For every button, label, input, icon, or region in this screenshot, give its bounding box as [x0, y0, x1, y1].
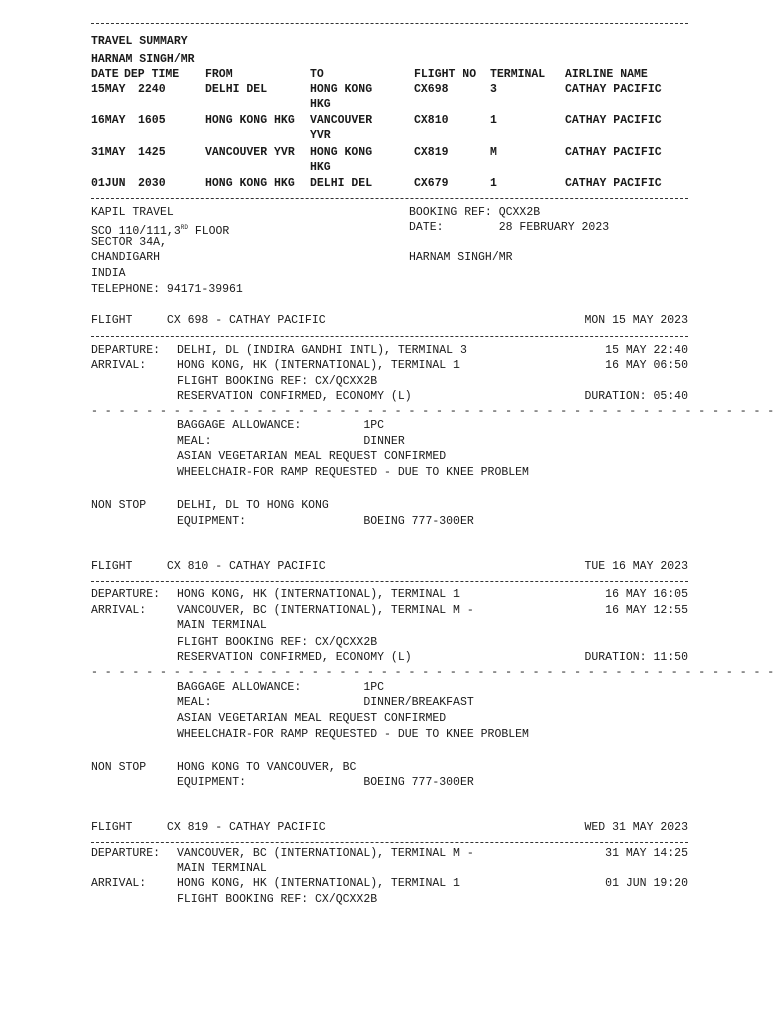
departure-info: DELHI, DL (INDIRA GANDHI INTL), TERMINAL 3 [177, 344, 467, 357]
row-from: VANCOUVER YVR [205, 146, 295, 159]
meal-note: ASIAN VEGETARIAN MEAL REQUEST CONFIRMED [177, 450, 447, 463]
row-time: 2240 [138, 83, 166, 96]
agency-telephone: TELEPHONE: 94171-39961 [91, 283, 243, 296]
departure-time: 16 MAY 16:05 [605, 588, 688, 601]
meal: MEAL: DINNER/BREAKFAST [177, 696, 474, 709]
departure-label: DEPARTURE: [91, 847, 161, 860]
address-main: SCO 110/111,3 [91, 224, 181, 238]
row-time: 1605 [138, 114, 166, 127]
col-header-airline: AIRLINE NAME [565, 68, 648, 81]
arrival-label: ARRIVAL: [91, 877, 147, 890]
row-to-code: HKG [310, 98, 331, 111]
row-from: DELHI DEL [205, 83, 268, 96]
agency-country: INDIA [91, 267, 126, 280]
booking-date: DATE: 28 FEBRUARY 2023 [409, 221, 610, 234]
arrival-time: 16 MAY 06:50 [605, 359, 688, 372]
row-time: 1425 [138, 146, 166, 159]
row-to: HONG KONG [310, 83, 373, 96]
flight-booking-ref: FLIGHT BOOKING REF: CX/QCXX2B [177, 893, 378, 906]
summary-bottom-rule [91, 198, 688, 199]
nonstop-label: NON STOP [91, 499, 147, 512]
departure-info: VANCOUVER, BC (INTERNATIONAL), TERMINAL M - [177, 847, 474, 860]
address-superscript: RD [180, 224, 188, 231]
departure-label: DEPARTURE: [91, 344, 161, 357]
agency-name: KAPIL TRAVEL [91, 206, 174, 219]
reservation-status: RESERVATION CONFIRMED, ECONOMY (L) [177, 390, 412, 403]
meal: MEAL: DINNER [177, 435, 405, 448]
flight-date: MON 15 MAY 2023 [584, 314, 688, 327]
reservation-status: RESERVATION CONFIRMED, ECONOMY (L) [177, 651, 412, 664]
section-divider: - - - - - - - - - - - - - - - - - - - - - - - - - - - - - - - - - - - - - - - - - - - - - - - - - - [91, 405, 774, 418]
row-to: DELHI DEL [310, 177, 373, 190]
col-header-terminal: TERMINAL [490, 68, 546, 81]
departure-info-cont: MAIN TERMINAL [177, 862, 267, 875]
row-airline: CATHAY PACIFIC [565, 177, 662, 190]
nonstop-route: DELHI, DL TO HONG KONG [177, 499, 329, 512]
arrival-label: ARRIVAL: [91, 604, 147, 617]
arrival-info: HONG KONG, HK (INTERNATIONAL), TERMINAL 1 [177, 877, 460, 890]
equipment: EQUIPMENT: BOEING 777-300ER [177, 776, 474, 789]
col-header-date: DATE [91, 68, 119, 81]
baggage-allowance: BAGGAGE ALLOWANCE: 1PC [177, 681, 385, 694]
flight-header: FLIGHT CX 819 - CATHAY PACIFIC [91, 821, 326, 834]
section-divider: - - - - - - - - - - - - - - - - - - - - - - - - - - - - - - - - - - - - - - - - - - - - - - - - - - [91, 666, 774, 679]
flight-booking-ref: FLIGHT BOOKING REF: CX/QCXX2B [177, 636, 378, 649]
row-date: 16MAY [91, 114, 126, 127]
agency-city: CHANDIGARH [91, 251, 161, 264]
nonstop-route: HONG KONG TO VANCOUVER, BC [177, 761, 357, 774]
flight-booking-ref: FLIGHT BOOKING REF: CX/QCXX2B [177, 375, 378, 388]
arrival-info: VANCOUVER, BC (INTERNATIONAL), TERMINAL M - [177, 604, 474, 617]
departure-info: HONG KONG, HK (INTERNATIONAL), TERMINAL 1 [177, 588, 460, 601]
flight-header: FLIGHT CX 810 - CATHAY PACIFIC [91, 560, 326, 573]
top-rule [91, 23, 688, 24]
row-date: 01JUN [91, 177, 126, 190]
col-header-dep-time: DEP TIME [124, 68, 180, 81]
row-terminal: 3 [490, 83, 497, 96]
row-time: 2030 [138, 177, 166, 190]
col-header-to: TO [310, 68, 324, 81]
row-terminal: 1 [490, 177, 497, 190]
summary-title: TRAVEL SUMMARY [91, 35, 188, 48]
departure-time: 15 MAY 22:40 [605, 344, 688, 357]
meal-note: ASIAN VEGETARIAN MEAL REQUEST CONFIRMED [177, 712, 447, 725]
baggage-allowance: BAGGAGE ALLOWANCE: 1PC [177, 419, 385, 432]
booking-passenger: HARNAM SINGH/MR [409, 251, 513, 264]
nonstop-label: NON STOP [91, 761, 147, 774]
row-date: 31MAY [91, 146, 126, 159]
row-to-code: YVR [310, 129, 331, 142]
flight-date: WED 31 MAY 2023 [584, 821, 688, 834]
arrival-info: HONG KONG, HK (INTERNATIONAL), TERMINAL 1 [177, 359, 460, 372]
flight-rule [91, 581, 688, 582]
flight-rule [91, 336, 688, 337]
col-header-flight-no: FLIGHT NO [414, 68, 477, 81]
row-terminal: 1 [490, 114, 497, 127]
flight-duration: DURATION: 11:50 [584, 651, 688, 664]
flight-date: TUE 16 MAY 2023 [584, 560, 688, 573]
wheelchair-note: WHEELCHAIR-FOR RAMP REQUESTED - DUE TO KNEE PROBLEM [177, 466, 529, 479]
row-to: HONG KONG [310, 146, 373, 159]
booking-ref: BOOKING REF: QCXX2B [409, 206, 541, 219]
col-header-from: FROM [205, 68, 233, 81]
flight-rule [91, 842, 688, 843]
arrival-time: 16 MAY 12:55 [605, 604, 688, 617]
row-to-code: HKG [310, 161, 331, 174]
departure-label: DEPARTURE: [91, 588, 161, 601]
arrival-info-cont: MAIN TERMINAL [177, 619, 267, 632]
summary-passenger: HARNAM SINGH/MR [91, 53, 195, 66]
departure-time: 31 MAY 14:25 [605, 847, 688, 860]
row-to: VANCOUVER [310, 114, 373, 127]
agency-address-line2: SECTOR 34A, [91, 236, 167, 249]
wheelchair-note: WHEELCHAIR-FOR RAMP REQUESTED - DUE TO KNEE PROBLEM [177, 728, 529, 741]
arrival-time: 01 JUN 19:20 [605, 877, 688, 890]
row-from: HONG KONG HKG [205, 114, 295, 127]
row-flight: CX679 [414, 177, 449, 190]
row-from: HONG KONG HKG [205, 177, 295, 190]
flight-header: FLIGHT CX 698 - CATHAY PACIFIC [91, 314, 326, 327]
row-flight: CX819 [414, 146, 449, 159]
row-airline: CATHAY PACIFIC [565, 146, 662, 159]
row-terminal: M [490, 146, 497, 159]
arrival-label: ARRIVAL: [91, 359, 147, 372]
row-airline: CATHAY PACIFIC [565, 114, 662, 127]
flight-duration: DURATION: 05:40 [584, 390, 688, 403]
row-date: 15MAY [91, 83, 126, 96]
equipment: EQUIPMENT: BOEING 777-300ER [177, 515, 474, 528]
row-flight: CX698 [414, 83, 449, 96]
row-airline: CATHAY PACIFIC [565, 83, 662, 96]
row-flight: CX810 [414, 114, 449, 127]
address-floor: FLOOR [187, 224, 230, 238]
